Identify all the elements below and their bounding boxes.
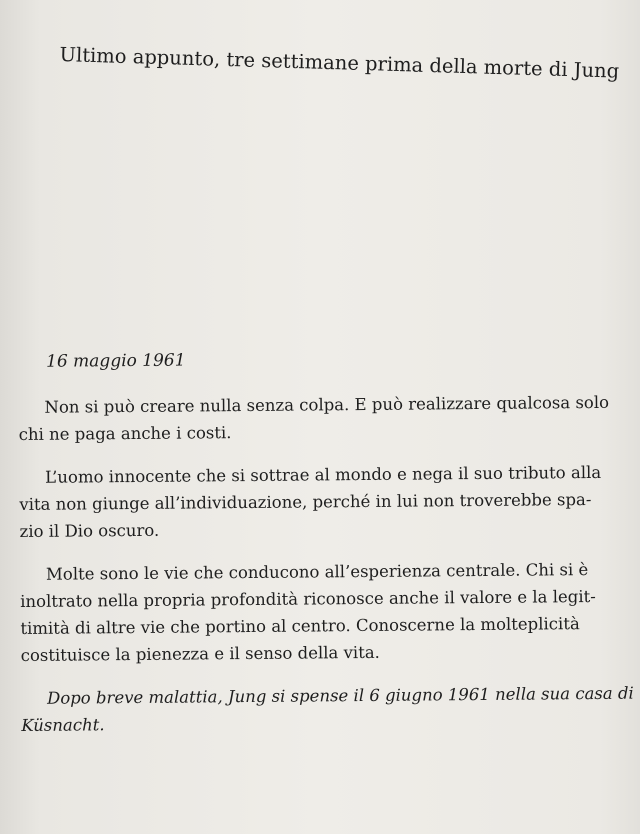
closing-note	[21, 680, 634, 739]
text-line: Molte sono le vie che conducono all’esperienza centrale. Chi si è	[45, 560, 589, 584]
page-heading: Ultimo appunto, tre settimane prima della morte di Jung	[59, 42, 620, 83]
text-line: inoltrato nella propria profondità riconosce anche il valore e la legit-	[20, 586, 596, 611]
paragraph-2	[19, 459, 615, 545]
paragraph-1	[18, 389, 613, 448]
text-line: Dopo breve malattia, Jung si spense il 6 giugno 1961 nella sua casa di	[46, 683, 634, 708]
text-line: chi ne paga anche i costi.	[18, 423, 232, 444]
text-line: vita non giunge all’individuazione, perché in lui non troverebbe spa-	[19, 490, 592, 514]
date-line: 16 maggio 1961	[46, 350, 186, 372]
paragraph-3	[20, 556, 616, 669]
text-line: L’uomo innocente che si sottrae al mondo e nega il suo tributo alla	[45, 462, 602, 487]
text-line: Non si può creare nulla senza colpa. E può realizzare qualcosa solo	[44, 392, 610, 417]
text-line: zio il Dio oscuro.	[19, 520, 160, 541]
text-line: timità di altre vie che portino al centro. Conoscerne la molteplicità	[20, 614, 580, 638]
text-line: Küsnacht.	[21, 715, 105, 735]
text-line: costituisce la pienezza e il senso della vita.	[20, 642, 380, 665]
body-text	[18, 345, 634, 755]
